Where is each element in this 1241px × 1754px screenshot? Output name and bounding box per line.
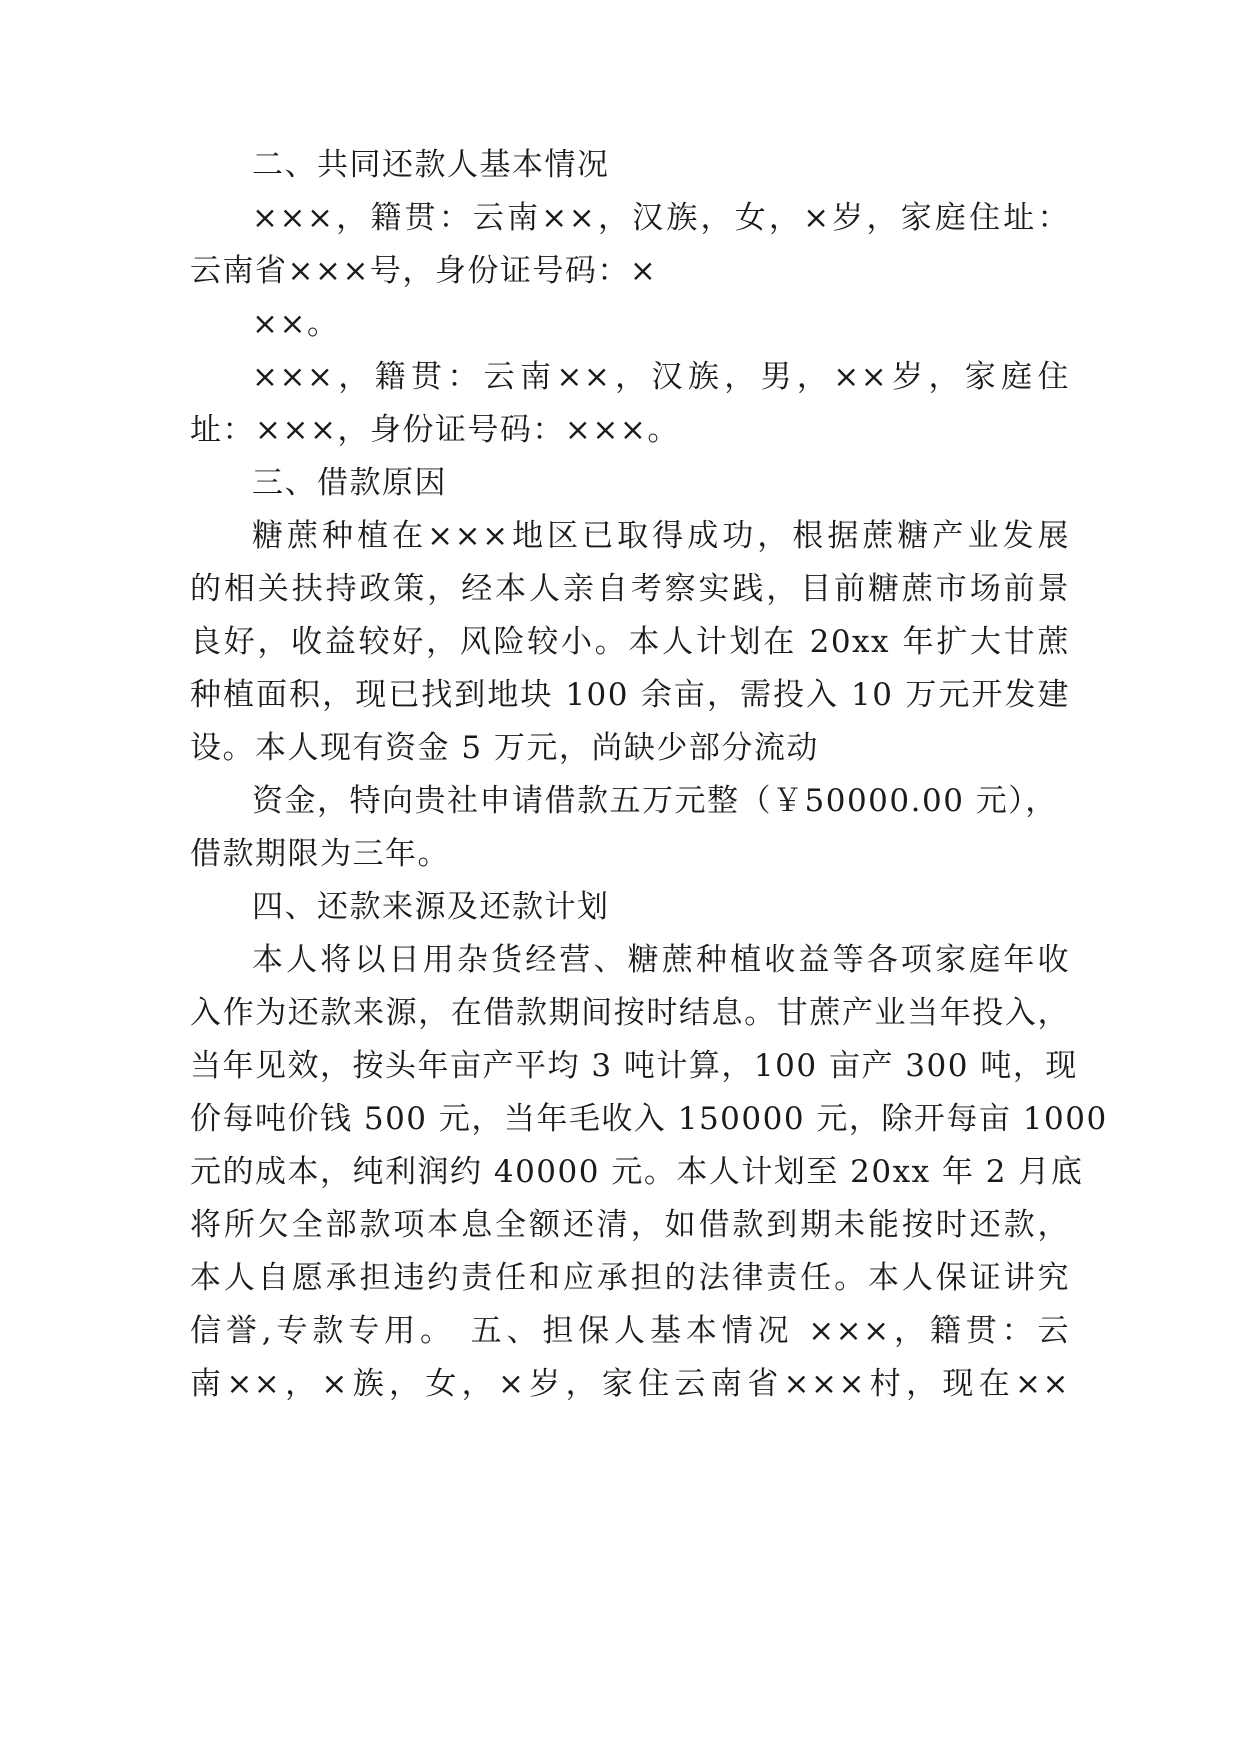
paragraph-line: 资金，特向贵社申请借款五万元整（￥50000.00 元）， bbox=[252, 783, 1058, 819]
paragraph-line: 本人自愿承担违约责任和应承担的法律责任。本人保证讲究 bbox=[190, 1260, 1070, 1296]
paragraph-line: ×××，籍贯：云南××，汉族，女，×岁，家庭住址： bbox=[252, 200, 1070, 236]
paragraph-line: 种植面积，现已找到地块 100 余亩，需投入 10 万元开发建 bbox=[190, 677, 1070, 713]
paragraph-line: ×××，籍贯：云南××，汉族，男，××岁，家庭住 bbox=[252, 359, 1070, 395]
paragraph-line: 址：×××，身份证号码：×××。 bbox=[190, 412, 680, 448]
section-heading-co-borrower: 二、共同还款人基本情况 bbox=[252, 147, 610, 183]
paragraph-line: 糖蔗种植在×××地区已取得成功，根据蔗糖产业发展 bbox=[252, 518, 1070, 554]
paragraph-line: 价每吨价钱 500 元，当年毛收入 150000 元，除开每亩 1000 bbox=[190, 1101, 1108, 1137]
paragraph-line: ××。 bbox=[252, 306, 340, 342]
section-heading-repayment: 四、还款来源及还款计划 bbox=[252, 889, 610, 925]
paragraph-line: 良好，收益较好，风险较小。本人计划在 20xx 年扩大甘蔗 bbox=[190, 624, 1070, 660]
section-heading-loan-reason: 三、借款原因 bbox=[252, 465, 447, 501]
paragraph-line: 元的成本，纯利润约 40000 元。本人计划至 20xx 年 2 月底 bbox=[190, 1154, 1084, 1190]
paragraph-line: 的相关扶持政策，经本人亲自考察实践，目前糖蔗市场前景 bbox=[190, 571, 1070, 607]
paragraph-line: 入作为还款来源，在借款期间按时结息。甘蔗产业当年投入， bbox=[190, 995, 1070, 1031]
paragraph-line: 借款期限为三年。 bbox=[190, 836, 450, 872]
paragraph-line: 信誉,专款专用。 五、担保人基本情况 ×××，籍贯：云 bbox=[190, 1313, 1070, 1349]
paragraph-line: 将所欠全部款项本息全额还清，如借款到期未能按时还款， bbox=[190, 1207, 1070, 1243]
paragraph-line: 云南省×××号，身份证号码：× bbox=[190, 253, 658, 289]
paragraph-line: 本人将以日用杂货经营、糖蔗种植收益等各项家庭年收 bbox=[252, 942, 1070, 978]
paragraph-line: 南××，×族，女，×岁，家住云南省×××村，现在×× bbox=[190, 1366, 1070, 1402]
paragraph-line: 设。本人现有资金 5 万元，尚缺少部分流动 bbox=[190, 730, 819, 766]
paragraph-line: 当年见效，按头年亩产平均 3 吨计算，100 亩产 300 吨，现 bbox=[190, 1048, 1078, 1084]
